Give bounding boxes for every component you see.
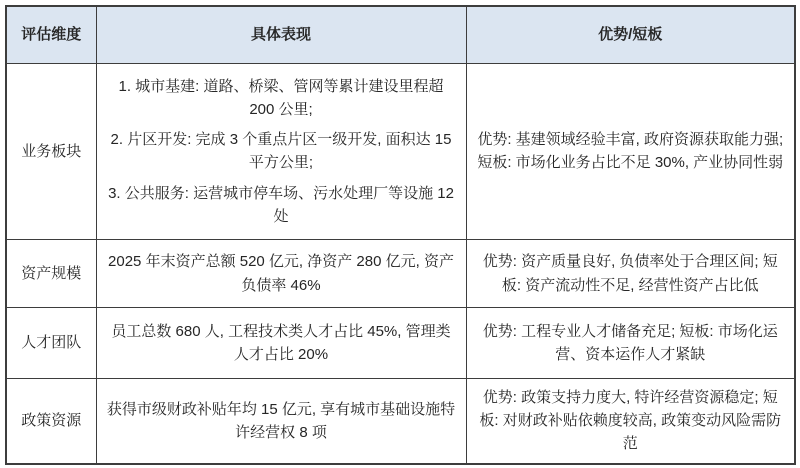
dimension-cell: 政策资源	[6, 379, 96, 464]
assessment-cell: 优势: 资产质量良好, 负债率处于合理区间; 短板: 资产流动性不足, 经营性资产占比低	[466, 240, 795, 308]
evaluation-table	[5, 5, 796, 465]
table-row-talent-team	[6, 308, 795, 379]
header-evaluation-dimension: 评估维度	[6, 6, 96, 63]
table-header-row	[6, 6, 795, 63]
dimension-cell: 资产规模	[6, 240, 96, 308]
header-specific-performance: 具体表现	[96, 6, 466, 63]
table-row-asset-scale	[6, 240, 795, 308]
details-cell: 员工总数 680 人, 工程技术类人才占比 45%, 管理类人才占比 20%	[96, 308, 466, 379]
details-cell: 2025 年末资产总额 520 亿元, 净资产 280 亿元, 资产负债率 46%	[96, 240, 466, 308]
header-advantages-shortcomings: 优势/短板	[466, 6, 795, 63]
detail-item-district-development: 2. 片区开发: 完成 3 个重点片区一级开发, 面积达 15 平方公里;	[110, 131, 452, 172]
detail-item-urban-infrastructure: 1. 城市基建: 道路、桥梁、管网等累计建设里程超 200 公里;	[118, 77, 444, 118]
table-row-policy-resources	[6, 379, 795, 464]
dimension-cell: 人才团队	[6, 308, 96, 379]
assessment-cell: 优势: 基建领域经验丰富, 政府资源获取能力强; 短板: 市场化业务占比不足 30%, 产业协同性弱	[466, 63, 795, 240]
table-row-business-segments	[6, 63, 795, 240]
detail-item-public-services: 3. 公共服务: 运营城市停车场、污水处理厂等设施 12 处	[108, 184, 454, 225]
details-cell: 获得市级财政补贴年均 15 亿元, 享有城市基础设施特许经营权 8 项	[96, 379, 466, 464]
assessment-cell: 优势: 工程专业人才储备充足; 短板: 市场化运营、资本运作人才紧缺	[466, 308, 795, 379]
dimension-cell: 业务板块	[6, 63, 96, 240]
details-cell	[96, 63, 466, 240]
assessment-cell: 优势: 政策支持力度大, 特许经营资源稳定; 短板: 对财政补贴依赖度较高, 政策变动风险需防范	[466, 379, 795, 464]
